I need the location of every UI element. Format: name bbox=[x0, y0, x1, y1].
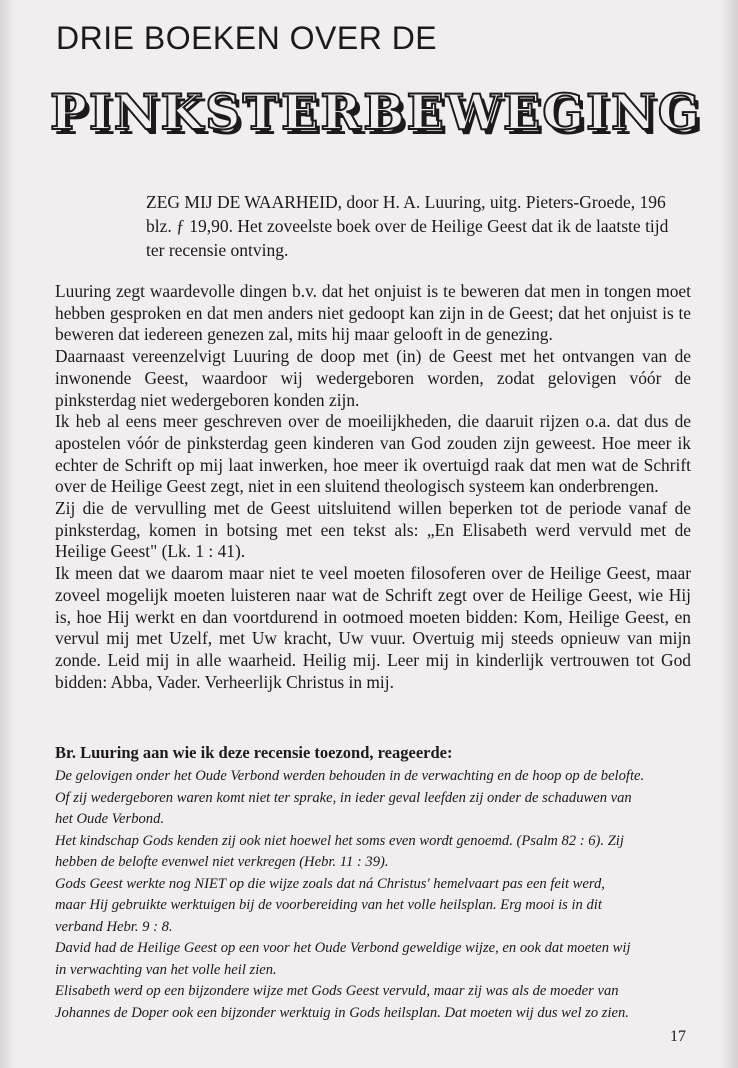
article-kicker: DRIE BOEKEN OVER DE bbox=[56, 20, 438, 56]
body-paragraph: Ik meen dat we daarom maar niet te veel moeten filosoferen over de Heilige Geest, maar zoveel mogelijk moeten luisteren naar wat de Schrift zegt over de Heilige Geest, wie Hij is, hoe Hij werkt en dan voortdurend in ootmoed moeten bidden: Kom, Heilige Geest, en vervul mij met Uzelf, met Uw kracht, Uw vuur. Overtuig mij steeds opnieuw van mijn zonde. Leid mij in alle waarheid. Heilig mij. Leer mij in kinderlijk vertrouwen tot God bidden: Abba, Vader. Verheerlijk Christus in mij. bbox=[55, 563, 691, 692]
reply-line: De gelovigen onder het Oude Verbond werden behouden in de verwachting en de hoop op de belofte. bbox=[55, 768, 645, 784]
book-intro: ZEG MIJ DE WAARHEID, door H. A. Luuring, uitg. Pieters-Groede, 196 blz. ƒ 19,90. Het zoveelste boek over de Heilige Geest dat ik de laatste tijd ter recensie ontving. bbox=[146, 192, 669, 260]
reply-line: maar Hij gebruikte werktuigen bij de voorbereiding van het volle heilsplan. Erg mooi is in dit bbox=[55, 897, 602, 913]
reply-line: hebben de belofte evenwel niet verkregen (Hebr. 11 : 39). bbox=[55, 854, 389, 870]
reply-line: in verwachting van het volle heil zien. bbox=[55, 961, 277, 978]
reply-line: Gods Geest werkte nog NIET op die wijze zoals dat ná Christus' hemelvaart pas een feit werd, bbox=[55, 875, 605, 892]
reply-line: Of zij wedergeboren waren komt niet ter sprake, in ieder geval leefden zij onder de schaduwen van bbox=[55, 789, 632, 806]
body-paragraph: Ik heb al eens meer geschreven over de moeilijkheden, die daaruit rijzen o.a. dat dus de apostelen vóór de pinksterdag geen kinderen van God zouden zijn geweest. Hoe meer ik echter de Schrift op mij laat inwerken, hoe meer ik overtuigd raak dat men wat de Schrift over de Heilige Geest zegt, niet in een sluitend theologisch systeem kan onderbrengen. bbox=[55, 411, 691, 497]
body-paragraph: Zij die de vervulling met de Geest uitsluitend willen beperken tot de periode vanaf de pinksterdag, komen in botsing met een tekst als: „En Elisabeth werd vervuld met de Heilige Geest" (Lk. 1 : 41). bbox=[55, 498, 691, 562]
reply-line: het Oude Verbond. bbox=[55, 811, 165, 827]
author-reply bbox=[55, 743, 691, 1024]
reply-line: Johannes de Doper ook een bijzonder werktuig in Gods heilsplan. Dat moeten wij dus wel zo zien. bbox=[55, 1004, 629, 1021]
reply-line: verband Hebr. 9 : 8. bbox=[55, 918, 173, 935]
reply-line: Elisabeth werd op een bijzondere wijze met Gods Geest vervuld, maar zij was als de moeder van bbox=[55, 983, 619, 999]
reply-line: David had de Heilige Geest op een voor het Oude Verbond geweldige wijze, en ook dat moeten wij bbox=[55, 940, 631, 956]
body-paragraph: Luuring zegt waardevolle dingen b.v. dat het onjuist is te beweren dat men in tongen moet hebben gesproken en dat men anders niet gedoopt kan zijn in de Geest; dat het onjuist is te beweren dat iedereen genezen zal, mits hij maar gelooft in de genezing. bbox=[55, 281, 691, 345]
page-edge-left bbox=[0, 0, 14, 1068]
page-number: 17 bbox=[670, 1028, 686, 1045]
reply-heading: Br. Luuring aan wie ik deze recensie toezond, reageerde: bbox=[55, 743, 453, 762]
body-paragraph: Daarnaast vereenzelvigt Luuring de doop met (in) de Geest met het ontvangen van de inwonende Geest, waardoor wij wedergeboren worden, zodat gelovigen vóór de pinksterdag niet wedergeboren konden zijn. bbox=[55, 346, 691, 410]
reply-line: Het kindschap Gods kenden zij ook niet hoewel het soms even wordt genoemd. (Psalm 82 : 6). Zij bbox=[55, 832, 624, 849]
article-headline: PINKSTERBEWEGING bbox=[50, 83, 702, 141]
review-body bbox=[55, 281, 691, 693]
page-edge-right bbox=[720, 0, 738, 1068]
